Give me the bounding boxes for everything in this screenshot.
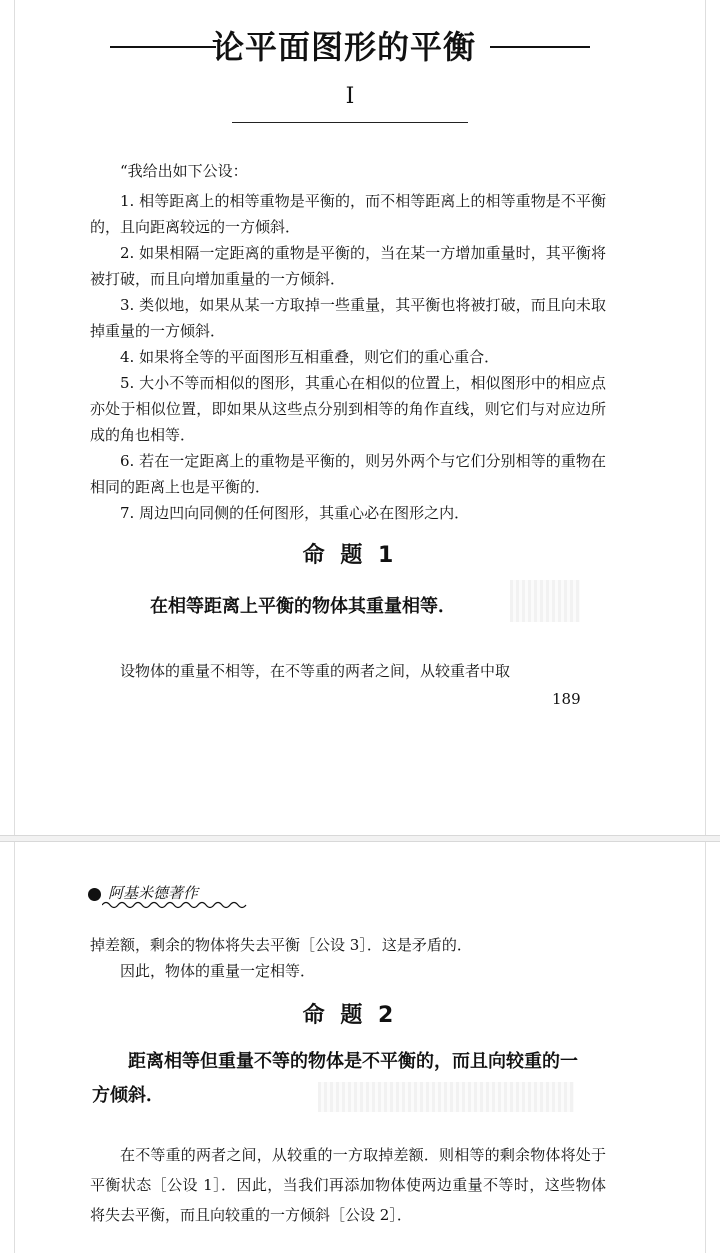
proposition-1-heading: 命 题 1: [302, 543, 398, 568]
chapter-title-row: [100, 22, 600, 70]
page-edge-left: [14, 0, 15, 835]
scan-smudge: [510, 580, 580, 622]
page2-edge-right: [705, 842, 706, 1253]
section-rule: [232, 122, 468, 123]
postulate-3: 3. 类似地，如果从某一方取掉一些重量，其平衡也将被打破，而且向未取掉重量的一方倾斜．: [90, 296, 606, 340]
title-rule-right: [490, 46, 590, 48]
postulate-1: 1. 相等距离上的相等重物是平衡的，而不相等距离上的相等重物是不平衡的，且向距离较远的一方倾斜．: [90, 192, 606, 236]
chapter-title: 论平面图形的平衡: [212, 28, 477, 66]
proposition-1-statement: 在相等距离上平衡的物体其重量相等．: [150, 596, 456, 617]
proposition-1-proof-start: 设物体的重量不相等，在不等重的两者之间，从较重者中取: [120, 662, 511, 680]
title-rule-left: [110, 46, 216, 48]
page-divider: [0, 835, 720, 842]
page2-edge-left: [14, 842, 15, 1253]
proposition-2-proof: 在不等重的两者之间，从较重的一方取掉差额．则相等的剩余物体将处于平衡状态［公设 1］．因此，当我们再添加物体使两边重量不等时，这些物体将失去平衡，而且向较重的一方倾斜［公设 2］．: [90, 1146, 606, 1224]
page-edge-right: [705, 0, 706, 835]
wavy-underline-icon: [102, 900, 252, 910]
postulate-6: 6. 若在一定距离上的重物是平衡的，则另外两个与它们分别相等的重物在相同的距离上也是平衡的．: [90, 452, 606, 496]
proposition-1-conclusion: 因此，物体的重量一定相等．: [120, 962, 316, 980]
postulates-intro: “我给出如下公设：: [120, 162, 248, 180]
postulate-2: 2. 如果相隔一定距离的重物是平衡的，当在某一方增加重量时，其平衡将被打破，而且向增加重量的一方倾斜．: [90, 244, 606, 288]
page-number: 189: [552, 690, 581, 708]
proposition-1-proof-continued: 掉差额，剩余的物体将失去平衡［公设 3］．这是矛盾的．: [90, 936, 472, 954]
postulate-4: 4. 如果将全等的平面图形互相重叠，则它们的重心重合．: [120, 348, 500, 366]
postulate-5: 5. 大小不等而相似的图形，其重心在相似的位置上，相似图形中的相应点亦处于相似位置，即如果从这些点分别到相等的角作直线，则它们与对应边所成的角也相等．: [90, 374, 606, 444]
bullet-icon: [88, 888, 101, 901]
proposition-2-statement: 距离相等但重量不等的物体是不平衡的，而且向较重的一方倾斜．: [92, 1051, 578, 1106]
section-numeral: I: [345, 84, 355, 109]
proposition-2-heading: 命 题 2: [302, 1003, 398, 1028]
postulate-7: 7. 周边凹向同侧的任何图形，其重心必在图形之内．: [120, 504, 470, 522]
running-head-title: 阿基米德著作: [108, 884, 199, 902]
